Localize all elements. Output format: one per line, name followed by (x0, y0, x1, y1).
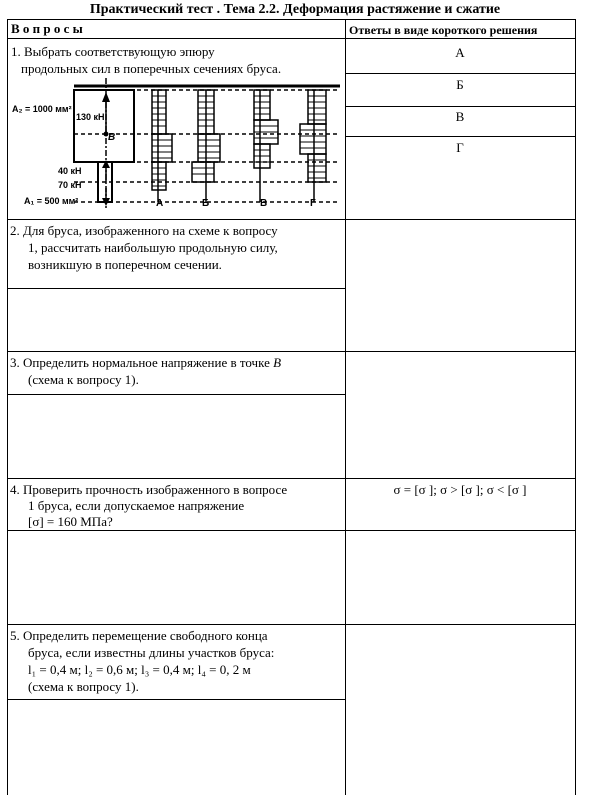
table-top-border (7, 19, 575, 20)
epure-label-b: Б (202, 198, 210, 209)
question-5-line-2: бруса, если известны длины участков бруса: (28, 645, 275, 660)
question-3-line-1: 3. Определить нормальное напряжение в точке B (10, 355, 282, 370)
question-box-bottom (7, 699, 345, 700)
epure-label-g: Г (310, 198, 316, 209)
question-box-bottom (7, 288, 345, 289)
point-b-label: B (108, 132, 116, 143)
question-2-line-3: возникшую в поперечном сечении. (28, 257, 222, 272)
answer-option-a[interactable]: А (455, 45, 465, 60)
option-divider (345, 73, 575, 74)
question-4-line-2: 1 бруса, если допускаемое напряжение (28, 498, 245, 513)
page-title: Практический тест . Тема 2.2. Деформация растяжение и сжатие (89, 2, 501, 17)
force-70-label: 70 кН (58, 180, 82, 190)
area-a2-label: A₂ = 1000 мм² (12, 104, 72, 114)
epure-label-a: А (156, 198, 164, 209)
question-3-line-2: (схема к вопросу 1). (28, 372, 139, 387)
question-5-line-1: 5. Определить перемещение свободного конца (10, 628, 268, 643)
question-4-line-1: 4. Проверить прочность изображенного в вопросе (10, 482, 288, 497)
row-divider (7, 219, 575, 220)
answer-q4-options[interactable]: σ = [σ ]; σ > [σ ]; σ < [σ ] (393, 482, 527, 497)
answer-option-v[interactable]: В (455, 109, 465, 124)
row-divider (7, 351, 575, 352)
row-divider (7, 478, 575, 479)
answer-option-g[interactable]: Г (456, 140, 464, 155)
force-130-label: 130 кН (76, 112, 105, 122)
question-1-line-1: 1. Выбрать соответствующую эпюру (11, 44, 215, 59)
question-2-line-2: 1, рассчитать наибольшую продольную силу, (28, 240, 278, 255)
answer-option-b[interactable]: Б (456, 77, 464, 92)
beam-diagram (10, 78, 342, 216)
question-5-line-4: (схема к вопросу 1). (28, 679, 139, 694)
question-5-lengths: l₁ = 0,4 м; l₂ = 0,6 м; l₃ = 0,4 м; l₄ = 0, 2 м (28, 662, 251, 677)
question-box-bottom (7, 530, 575, 531)
epure-label-v: В (260, 198, 268, 209)
row-divider (7, 624, 575, 625)
question-1-line-2: продольных сил в поперечных сечениях бруса. (21, 61, 282, 76)
answers-header: Ответы в виде короткого решения (349, 23, 538, 37)
header-bottom-border (7, 38, 575, 39)
option-divider (345, 136, 575, 137)
table-left-border (7, 19, 8, 795)
questions-header: В о п р о с ы (11, 21, 83, 36)
question-4-line-3: [σ] = 160 МПа? (28, 514, 113, 529)
force-40-label: 40 кН (58, 166, 82, 176)
question-box-bottom (7, 394, 345, 395)
table-right-border (575, 19, 576, 795)
question-2-line-1: 2. Для бруса, изображенного на схеме к вопросу (10, 223, 278, 238)
option-divider (345, 106, 575, 107)
area-a1-label: A₁ = 500 мм² (24, 196, 79, 206)
